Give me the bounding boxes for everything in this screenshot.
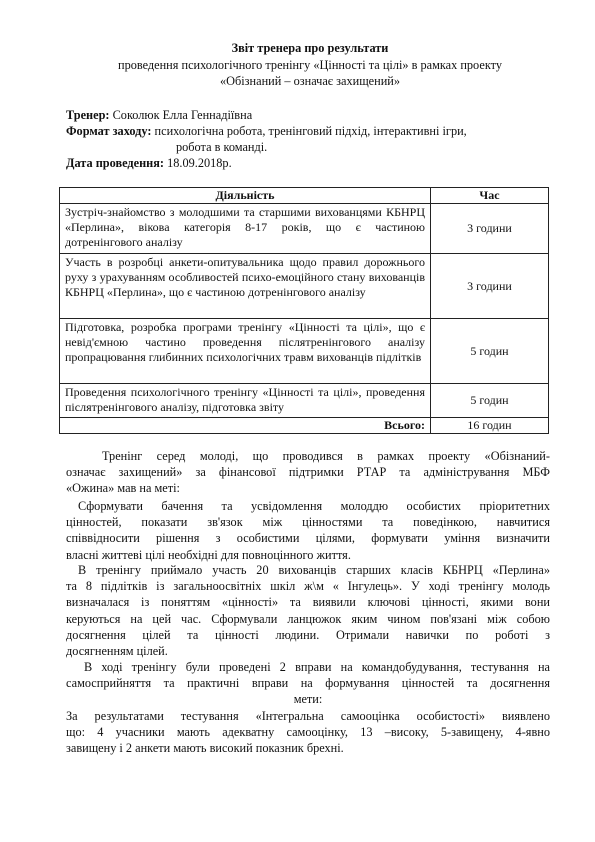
activity-table	[59, 187, 549, 434]
text-line: власні життеві цілі необхідні для повноцінного життя.	[66, 547, 351, 562]
paragraph-exercises	[66, 659, 550, 708]
table-row	[60, 254, 549, 319]
text-line: цінностей, показати зв'язок між цінностями та поведінкою, навчитися	[66, 515, 550, 530]
text-line: співвідносити рішення з особистими цілями, формувати уміння визначити	[66, 531, 550, 546]
trainer-value: Соколюк Елла Геннадіївна	[109, 108, 253, 122]
text-line: За результатами тестування «Інтегральна самооцінка особистості» виявлено	[66, 709, 550, 723]
text-line: мети:	[293, 692, 323, 707]
format-value-line1: психологічна робота, тренінговий підхід, інтерактивні ігри,	[151, 124, 467, 138]
activity-cell: Участь в розробці анкети-опитувальника щодо правил дорожнього руху з урахуванням особливостей психо-емоційного стану вихованців КБНРЦ «Перлина», що є частиною дотренінгового аналізу	[60, 254, 431, 319]
hours-cell: 3 години	[431, 254, 549, 319]
text-line: що: 4 учасники мають адекватну самооцінку, 13 –високу, 5-завищену, 4-явно	[66, 725, 550, 740]
text-line: означає захищений» за фінансової підтримки РТАР та адміністрування МБФ	[66, 465, 550, 480]
text-line: В ході тренінгу були проведені 2 вправи на командобудування, тестування на	[84, 660, 550, 674]
table-row	[60, 204, 549, 254]
text-line: Тренінг серед молоді, що проводився в рамках проекту «Обізнаний-	[102, 449, 550, 463]
date-line	[66, 155, 232, 171]
hours-cell: 5 годин	[431, 384, 549, 418]
activity-column-header: Діяльність	[60, 188, 431, 204]
report-subtitle-line2: «Обізнаний – означає захищений»	[219, 74, 401, 88]
hours-column-header: Час	[431, 188, 549, 204]
format-value-line2: робота в команді.	[176, 140, 268, 154]
text-line: керуються на цей час. Сформували ланцюжок яким чином пов'язані між собою	[66, 611, 550, 626]
activity-cell: Проведення психологічного тренінгу «Цінності та цілі», проведення післятренінгового аналізу, підготовка звіту	[60, 384, 431, 418]
report-title: Звіт тренера про результати	[231, 41, 389, 55]
hours-cell: 5 годин	[431, 319, 549, 384]
total-label: Всього:	[60, 418, 431, 434]
paragraph-goal-intro	[66, 448, 550, 497]
text-line: самосприйняття та практичні вправи на формування цінностей та досягнення	[66, 676, 550, 691]
trainer-line	[66, 107, 252, 123]
table-total-row	[60, 418, 549, 434]
paragraph-results	[66, 708, 550, 757]
hours-cell: 3 години	[431, 204, 549, 254]
format-label: Формат заходу:	[66, 124, 152, 138]
table-header-row	[60, 188, 549, 204]
paragraph-goals	[66, 498, 550, 563]
paragraph-participants	[66, 562, 550, 659]
total-value: 16 годин	[431, 418, 549, 434]
text-line: В тренінгу приймало участь 20 вихованців старших класів КБНРЦ «Перлина»	[78, 563, 550, 577]
table-row	[60, 384, 549, 418]
text-line: завищену і 2 анкети мають високий показник брехні.	[66, 741, 344, 756]
activity-cell: Зустріч-знайомство з молодшими та старшими вихованцями КБНРЦ «Перлина», вікова категорія 8-17 років, що є частиною дотренінгового аналізу	[60, 204, 431, 254]
table-row	[60, 319, 549, 384]
activity-cell: Підготовка, розробка програми тренінгу «Цінності та цілі», що є невід'ємною частино проведення післятренінгового аналізу пропрацювання глибинних психологічних травм вихованців підлітків	[60, 319, 431, 384]
date-value: 18.09.2018р.	[164, 156, 232, 170]
text-line: «Ожина» мав на меті:	[66, 481, 180, 496]
text-line: та 8 підлітків із загальноосвітніх шкіл ж\м « Інгулець». У ході тренінгу молодь	[66, 579, 550, 594]
text-line: Сформувати бачення та усвідомлення молоддю особистих пріоритетних	[78, 499, 550, 513]
trainer-label: Тренер:	[66, 108, 110, 122]
date-label: Дата проведення:	[66, 156, 165, 170]
format-line	[66, 123, 467, 139]
text-line: досягнення цілей та цінності людини. Отримали навички по роботі з	[66, 627, 550, 642]
text-line: досягненням цілей.	[66, 644, 168, 659]
report-subtitle-line1: проведення психологічного тренінгу «Цінності та цілі» в рамках проекту	[117, 58, 502, 72]
text-line: визначалася із поняттям «цінності» та виявили ключові цінності, якими вони	[66, 595, 550, 610]
